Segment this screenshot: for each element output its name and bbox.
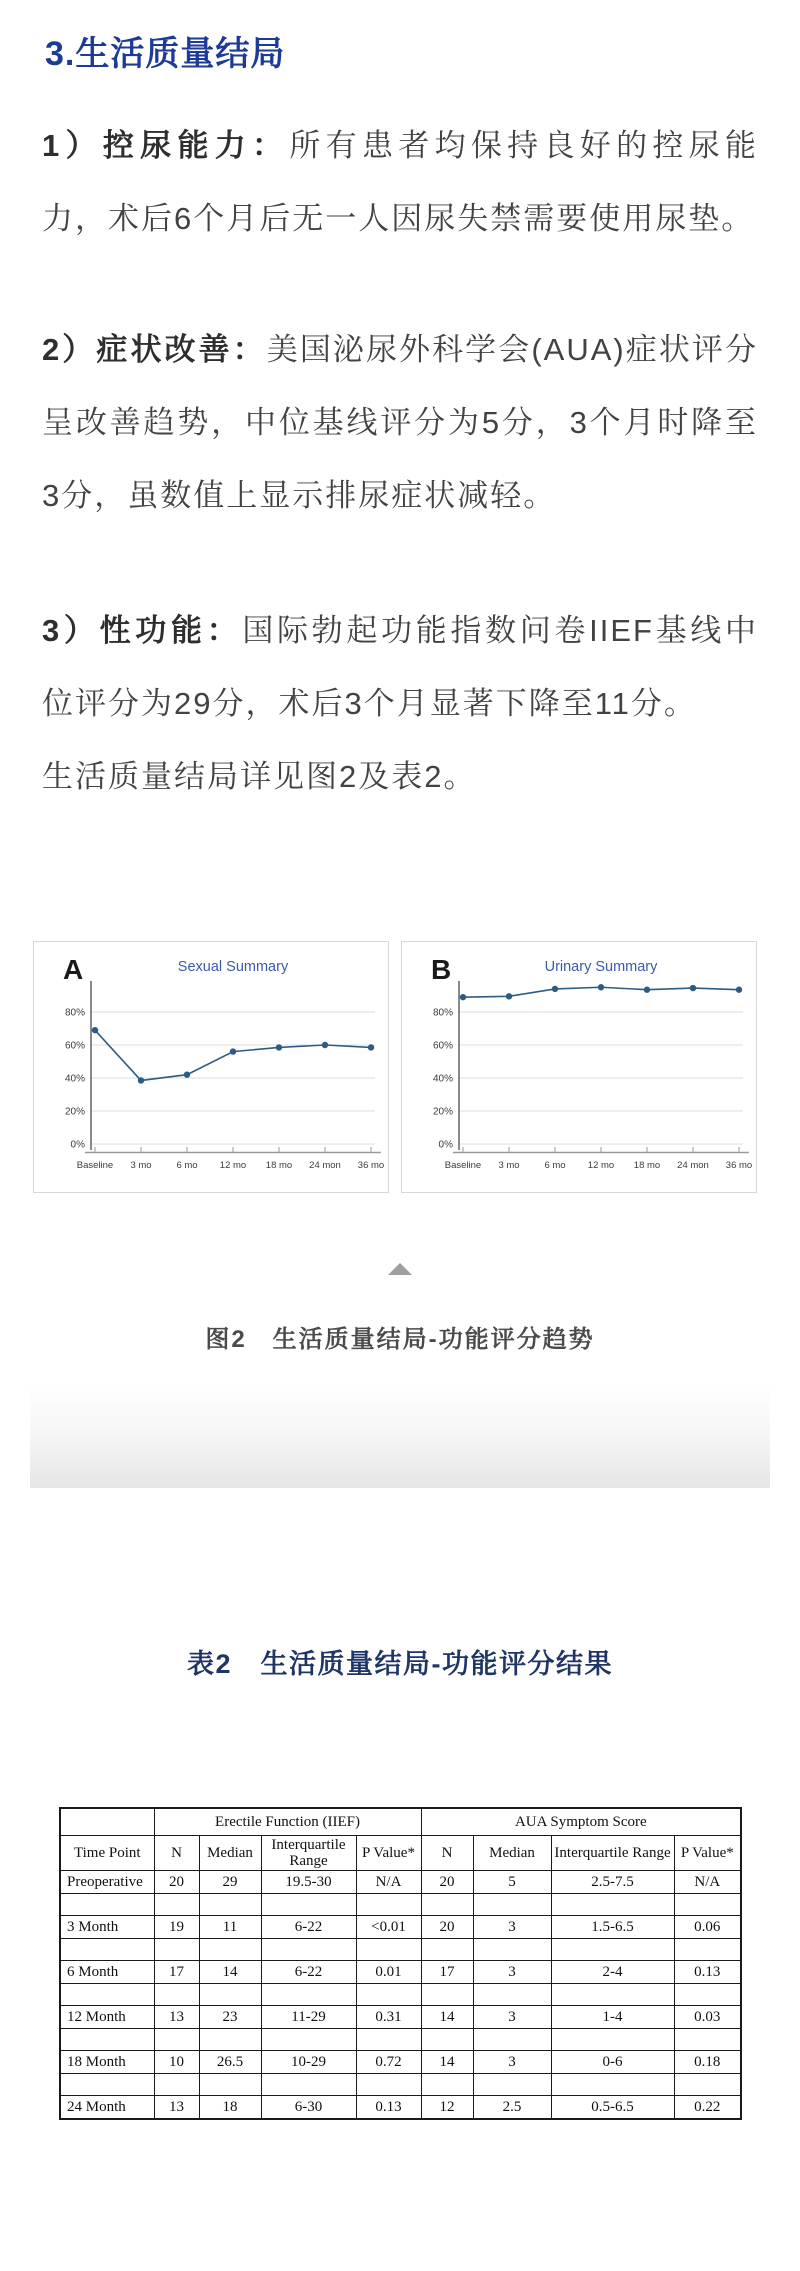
table-cell: 6-30	[261, 2096, 356, 2120]
table-spacer-cell	[199, 2029, 261, 2051]
paragraph-body: 美国泌尿外科学会(AUA)症状评分呈改善趋势，中位基线评分为5分，3个月时降至3分，虽数值上显示排尿症状减轻。	[42, 332, 758, 513]
table-spacer-cell	[60, 1894, 154, 1916]
table-cell: 2.5-7.5	[551, 1871, 674, 1894]
urinary-summary-chart	[401, 941, 757, 1193]
table-cell: 13	[154, 2006, 199, 2029]
data-point	[644, 987, 650, 993]
paragraph-see-also: 生活质量结局详见图2及表2。	[42, 759, 477, 794]
table-spacer-cell	[261, 2029, 356, 2051]
table-spacer-cell	[674, 1894, 741, 1916]
table-cell: 29	[199, 1871, 261, 1894]
table-row	[60, 1961, 741, 1984]
table-spacer-cell	[551, 1894, 674, 1916]
table-spacer-cell	[421, 1939, 473, 1961]
table-spacer-cell	[473, 1894, 551, 1916]
table-cell: 18 Month	[60, 2051, 154, 2074]
table-cell: 6-22	[261, 1916, 356, 1939]
table-spacer-cell	[199, 1984, 261, 2006]
table-cell: 17	[154, 1961, 199, 1984]
table-cell: 6 Month	[60, 1961, 154, 1984]
table-cell: 19.5-30	[261, 1871, 356, 1894]
table-cell: 0.03	[674, 2006, 741, 2029]
paragraph-continence	[42, 109, 758, 255]
x-tick-label: 36 mo	[725, 1160, 753, 1171]
table-cell: 12 Month	[60, 2006, 154, 2029]
table-cell: 0.5-6.5	[551, 2096, 674, 2120]
table-spacer-cell	[154, 1984, 199, 2006]
table-spacer-cell	[421, 2029, 473, 2051]
chart-title: Sexual Summary	[177, 959, 289, 975]
table-spacer-cell	[473, 2074, 551, 2096]
table-cell: N/A	[674, 1871, 741, 1894]
x-tick-label: 24 mon	[309, 1160, 341, 1171]
table-spacer-cell	[551, 2074, 674, 2096]
table-row	[60, 2051, 741, 2074]
y-tick-label: 40%	[432, 1073, 453, 1085]
table-cell: 0.18	[674, 2051, 741, 2074]
data-point	[368, 1044, 374, 1050]
paragraph-body: 所有患者均保持良好的控尿能力，术后6个月后无一人因尿失禁需要使用尿垫。	[42, 128, 758, 236]
data-point	[506, 993, 512, 999]
data-point	[598, 984, 604, 990]
table-spacer-cell	[199, 1939, 261, 1961]
x-tick-label: 18 mo	[633, 1160, 661, 1171]
table-cell: 0.13	[356, 2096, 421, 2120]
table-spacer-cell	[356, 1939, 421, 1961]
table-cell: 19	[154, 1916, 199, 1939]
table-row	[60, 2096, 741, 2120]
x-tick-label: Baseline	[444, 1160, 482, 1171]
table-cell: 14	[421, 2051, 473, 2074]
table-spacer-cell	[154, 2074, 199, 2096]
table-cell: 0.31	[356, 2006, 421, 2029]
table-spacer-cell	[60, 1939, 154, 1961]
table-spacer-cell	[261, 2074, 356, 2096]
paragraph-symptom-improvement	[42, 313, 758, 532]
y-tick-label: 60%	[432, 1040, 453, 1052]
table-spacer-cell	[261, 1939, 356, 1961]
data-point	[276, 1044, 282, 1050]
table-spacer-cell	[551, 2029, 674, 2051]
data-point	[552, 986, 558, 992]
table-cell: <0.01	[356, 1916, 421, 1939]
table-spacer-cell	[356, 1984, 421, 2006]
y-tick-label: 0%	[70, 1139, 85, 1151]
results-table	[59, 1807, 742, 2120]
data-point	[138, 1077, 144, 1083]
data-point	[184, 1072, 190, 1078]
chart-title: Urinary Summary	[544, 959, 658, 975]
table-title: 表2 生活质量结局-功能评分结果	[186, 1649, 613, 1679]
x-tick-label: 12 mo	[219, 1160, 247, 1171]
table-spacer-cell	[356, 1894, 421, 1916]
table-spacer-cell	[674, 1984, 741, 2006]
table-spacer-row	[60, 2074, 741, 2096]
table-spacer-cell	[60, 2029, 154, 2051]
table-cell: 0-6	[551, 2051, 674, 2074]
x-tick-label: 6 mo	[176, 1160, 198, 1171]
table-cell: N/A	[356, 1871, 421, 1894]
table-spacer-cell	[199, 2074, 261, 2096]
panel-label: A	[63, 954, 84, 985]
table-cell: 10-29	[261, 2051, 356, 2074]
table-cell: 0.72	[356, 2051, 421, 2074]
table-spacer-cell	[551, 1939, 674, 1961]
table-spacer-cell	[473, 1984, 551, 2006]
x-tick-label: 36 mo	[357, 1160, 385, 1171]
table-cell: 20	[421, 1916, 473, 1939]
y-tick-label: 60%	[64, 1040, 85, 1052]
table-spacer-row	[60, 2029, 741, 2051]
table-spacer-cell	[473, 2029, 551, 2051]
table-cell: 5	[473, 1871, 551, 1894]
table-spacer-cell	[199, 1894, 261, 1916]
figure-2-panels	[33, 941, 800, 1193]
table-column-header-row	[60, 1836, 741, 1871]
table-spacer-cell	[356, 2074, 421, 2096]
data-point	[322, 1042, 328, 1048]
table-cell: 3	[473, 2006, 551, 2029]
table-cell: 3	[473, 1916, 551, 1939]
table-cell: 0.22	[674, 2096, 741, 2120]
table-spacer-cell	[473, 1939, 551, 1961]
x-tick-label: 24 mon	[677, 1160, 709, 1171]
table-spacer-cell	[261, 1894, 356, 1916]
paragraph-lead: 2）症状改善：	[42, 332, 267, 367]
table-row	[60, 2006, 741, 2029]
table-header-cell: Interquartile Range	[261, 1836, 356, 1871]
table-cell: 2-4	[551, 1961, 674, 1984]
table-cell: 1.5-6.5	[551, 1916, 674, 1939]
panel-label: B	[431, 954, 452, 985]
table-cell: 23	[199, 2006, 261, 2029]
table-spacer-cell	[551, 1984, 674, 2006]
table-cell: 3	[473, 2051, 551, 2074]
data-point	[690, 985, 696, 991]
table-spacer-row	[60, 1894, 741, 1916]
paragraph-body: 国际勃起功能指数问卷IIEF基线中位评分为29分，术后3个月显著下降至11分。	[42, 613, 758, 721]
paragraph-lead: 1）控尿能力：	[42, 128, 290, 163]
table-cell: 0.06	[674, 1916, 741, 1939]
table-spacer-cell	[356, 2029, 421, 2051]
data-point	[92, 1027, 98, 1033]
table-spacer-cell	[674, 2029, 741, 2051]
table-cell: 24 Month	[60, 2096, 154, 2120]
table-cell: 26.5	[199, 2051, 261, 2074]
section-heading: 3.生活质量结局	[45, 35, 286, 73]
table-cell: 12	[421, 2096, 473, 2120]
chart-panel-border	[402, 942, 757, 1193]
article-page	[0, 26, 800, 2120]
figure-caption: 图2 生活质量结局-功能评分趋势	[205, 1326, 595, 1353]
table-row	[60, 1871, 741, 1894]
table-spacer-cell	[154, 2029, 199, 2051]
table-group-header-cell: Erectile Function (IIEF)	[154, 1808, 421, 1836]
table-row	[60, 1916, 741, 1939]
table-cell: 11-29	[261, 2006, 356, 2029]
table-cell: 6-22	[261, 1961, 356, 1984]
table-spacer-cell	[154, 1939, 199, 1961]
table-cell: 0.01	[356, 1961, 421, 1984]
table-spacer-cell	[60, 1984, 154, 2006]
table-spacer-row	[60, 1984, 741, 2006]
table-spacer-cell	[154, 1894, 199, 1916]
y-tick-label: 0%	[438, 1139, 453, 1151]
table-spacer-row	[60, 1939, 741, 1961]
x-tick-label: 3 mo	[498, 1160, 520, 1171]
table-header-cell: Time Point	[60, 1836, 154, 1871]
sexual-summary-chart	[33, 941, 389, 1193]
y-tick-label: 40%	[64, 1073, 85, 1085]
table-group-header-cell	[60, 1808, 154, 1836]
table-cell: 0.13	[674, 1961, 741, 1984]
table-cell: 10	[154, 2051, 199, 2074]
x-tick-label: 18 mo	[265, 1160, 293, 1171]
table-spacer-cell	[421, 2074, 473, 2096]
paragraph-sexual-function	[42, 594, 758, 740]
table-cell: 1-4	[551, 2006, 674, 2029]
x-tick-label: 3 mo	[130, 1160, 152, 1171]
chart-panel-border	[34, 942, 389, 1193]
table-group-header-row	[60, 1808, 741, 1836]
table-header-cell: P Value*	[356, 1836, 421, 1871]
table-spacer-cell	[60, 2074, 154, 2096]
table-cell: 18	[199, 2096, 261, 2120]
y-tick-label: 80%	[64, 1007, 85, 1019]
table-header-cell: N	[154, 1836, 199, 1871]
x-tick-label: Baseline	[76, 1160, 114, 1171]
table-cell: 14	[199, 1961, 261, 1984]
table-cell: 17	[421, 1961, 473, 1984]
table-cell: 2.5	[473, 2096, 551, 2120]
table-cell: 11	[199, 1916, 261, 1939]
paragraph-lead: 3）性功能：	[42, 613, 243, 648]
table-spacer-cell	[421, 1894, 473, 1916]
data-point	[460, 994, 466, 1000]
table-spacer-cell	[674, 1939, 741, 1961]
x-tick-label: 12 mo	[587, 1160, 615, 1171]
table-cell: 13	[154, 2096, 199, 2120]
data-point	[230, 1048, 236, 1054]
table-spacer-cell	[261, 1984, 356, 2006]
table-spacer-cell	[674, 2074, 741, 2096]
y-tick-label: 80%	[432, 1007, 453, 1019]
table-cell: 3 Month	[60, 1916, 154, 1939]
table-cell: 3	[473, 1961, 551, 1984]
collapse-triangle-icon	[388, 1263, 412, 1275]
table-group-header-cell: AUA Symptom Score	[421, 1808, 741, 1836]
table-header-cell: N	[421, 1836, 473, 1871]
table-cell: 20	[154, 1871, 199, 1894]
figure-footer-gradient	[30, 1380, 770, 1488]
x-tick-label: 6 mo	[544, 1160, 566, 1171]
table-spacer-cell	[421, 1984, 473, 2006]
data-point	[736, 987, 742, 993]
table-header-cell: Median	[473, 1836, 551, 1871]
table-header-cell: Median	[199, 1836, 261, 1871]
table-cell: Preoperative	[60, 1871, 154, 1894]
table-cell: 14	[421, 2006, 473, 2029]
table-header-cell: P Value*	[674, 1836, 741, 1871]
y-tick-label: 20%	[64, 1106, 85, 1118]
table-cell: 20	[421, 1871, 473, 1894]
table-header-cell: Interquartile Range	[551, 1836, 674, 1871]
y-tick-label: 20%	[432, 1106, 453, 1118]
